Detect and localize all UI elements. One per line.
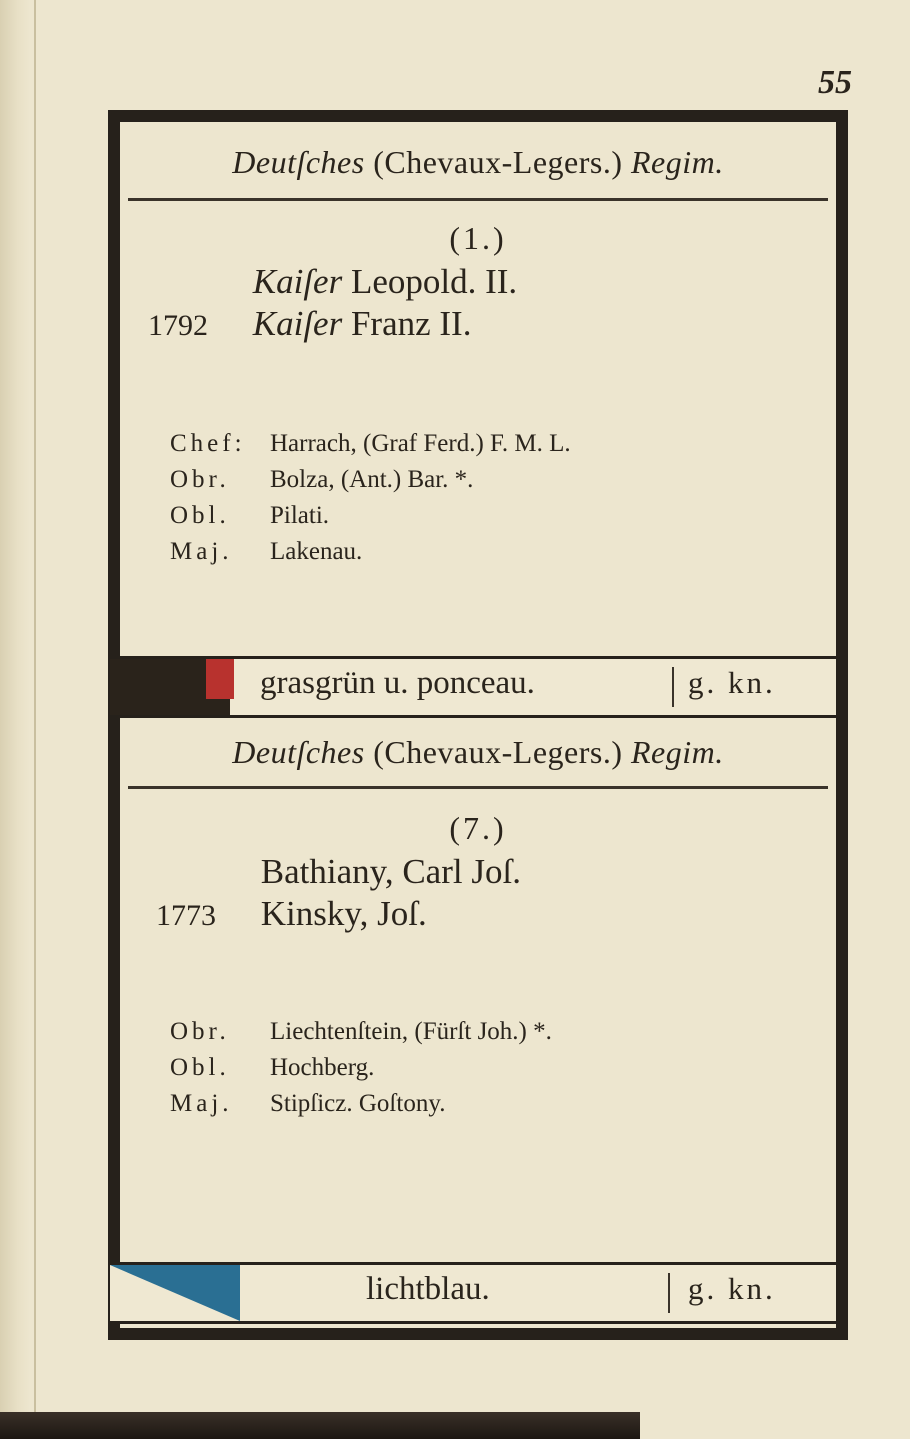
button-code: g. kn. — [688, 1271, 776, 1306]
uniform-colour: grasgrün u. ponceau. — [260, 665, 535, 701]
band-divider — [668, 1273, 670, 1313]
officer-role: Maj. — [170, 1090, 233, 1117]
owner-name: Franz II. — [350, 304, 472, 343]
officer-entry — [170, 538, 362, 566]
regiment-number: (1.) — [449, 220, 507, 256]
binding-gutter — [0, 0, 30, 1439]
owner-year: 1792 — [148, 309, 208, 342]
title-prefix: Deutſches — [232, 734, 365, 770]
owner-title: Kaiſer — [252, 262, 343, 301]
binding-fold — [34, 0, 36, 1439]
owner-name: Kinsky, Joſ. — [260, 894, 427, 933]
officer-name: Pilati. — [270, 502, 330, 529]
officer-entry — [170, 1090, 445, 1118]
officer-name: Bolza, (Ant.) Bar. *. — [270, 466, 474, 493]
owner-name: Leopold. II. — [350, 262, 518, 301]
uniform-colour: lichtblau. — [366, 1271, 490, 1307]
page-number: 55 — [818, 64, 852, 101]
title-middle: (Chevaux-Legers.) — [373, 734, 623, 770]
officer-name: Hochberg. — [270, 1054, 375, 1081]
uniform-band — [110, 1262, 836, 1324]
uniform-band — [110, 656, 836, 718]
facing-colour-swatch — [110, 1265, 240, 1321]
officer-role: Obl. — [170, 1054, 230, 1081]
officer-role: Maj. — [170, 538, 233, 565]
title-rule — [128, 198, 828, 201]
title-middle: (Chevaux-Legers.) — [373, 144, 623, 180]
officer-role: Obl. — [170, 502, 230, 529]
owner-line — [156, 852, 521, 892]
regiment-number: (7.) — [449, 810, 507, 846]
book-edge — [0, 1412, 640, 1439]
owner-line — [156, 894, 427, 934]
officer-entry — [170, 502, 329, 530]
band-divider — [672, 667, 674, 707]
regiment-title — [120, 144, 836, 181]
owner-line — [148, 304, 471, 344]
title-rule — [128, 786, 828, 789]
officer-name: Liechtenſtein, (Fürſt Joh.) *. — [270, 1018, 552, 1045]
title-suffix: Regim. — [630, 734, 724, 770]
button-code: g. kn. — [688, 665, 776, 700]
owner-title: Kaiſer — [252, 304, 343, 343]
officer-entry — [170, 1054, 374, 1082]
owner-year: 1773 — [156, 899, 216, 932]
owner-line — [148, 262, 517, 302]
regiment-table-frame — [108, 110, 848, 1340]
facing-colour-swatch-red — [206, 659, 234, 699]
officer-name: Lakenau. — [270, 538, 363, 565]
officer-role: Obr. — [170, 1018, 230, 1045]
officer-entry — [170, 1018, 552, 1046]
officer-role: Chef: — [170, 430, 246, 457]
officer-entry — [170, 430, 571, 458]
officer-name: Harrach, (Graf Ferd.) F. M. L. — [270, 430, 571, 457]
officer-name: Stipſicz. Goſtony. — [270, 1090, 446, 1117]
owner-name: Bathiany, Carl Joſ. — [260, 852, 521, 891]
officer-entry — [170, 466, 473, 494]
regiment-title — [120, 734, 836, 771]
title-suffix: Regim. — [630, 144, 724, 180]
title-prefix: Deutſches — [232, 144, 365, 180]
officer-role: Obr. — [170, 466, 230, 493]
